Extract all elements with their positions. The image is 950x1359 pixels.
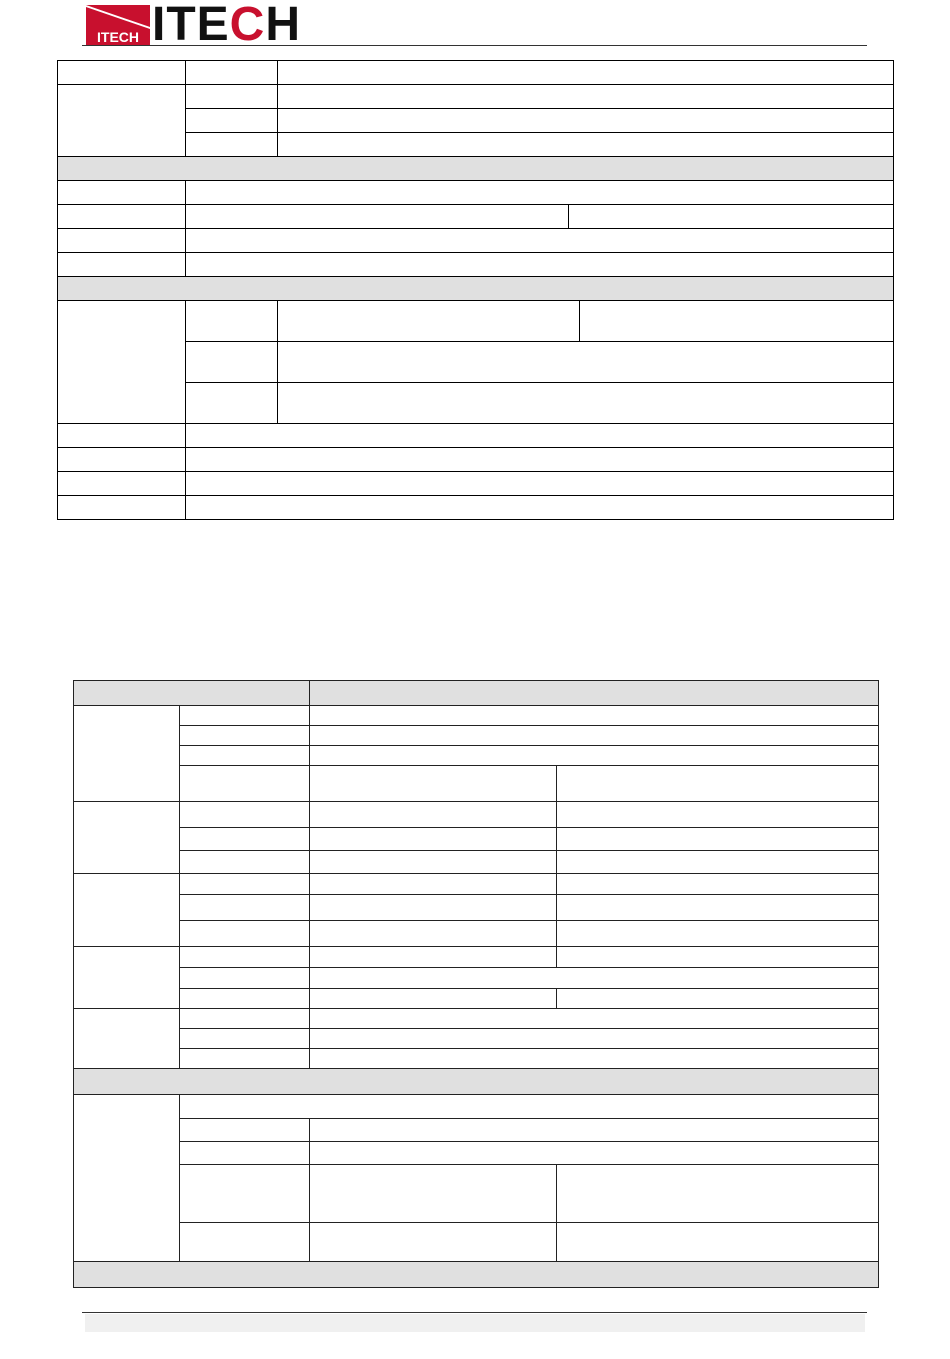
spec-table-2 — [73, 680, 879, 1288]
table-row — [74, 802, 879, 828]
table-row — [58, 253, 894, 277]
table-row — [74, 1142, 879, 1165]
table-row — [74, 1029, 879, 1049]
section-header-row — [58, 157, 894, 181]
table-row — [74, 726, 879, 746]
itech-logo — [86, 0, 302, 51]
table-row — [58, 229, 894, 253]
table-row — [58, 496, 894, 520]
table-row — [74, 921, 879, 947]
table-row — [58, 61, 894, 85]
table-row — [74, 895, 879, 921]
footer-rule — [82, 1312, 867, 1313]
logo-wordmark: ITECH — [152, 0, 302, 51]
itech-logo-mark — [86, 5, 150, 45]
table-row — [74, 1223, 879, 1262]
table-row — [74, 968, 879, 989]
table-row — [58, 205, 894, 229]
spec-table-1 — [57, 60, 894, 520]
section-header-row — [74, 1069, 879, 1095]
table-row — [74, 1049, 879, 1069]
table-row — [74, 851, 879, 874]
table-row — [58, 448, 894, 472]
header-rule — [82, 45, 867, 46]
table-row — [74, 947, 879, 968]
table-row — [74, 766, 879, 802]
table-header-row — [74, 681, 879, 706]
table-row — [58, 85, 894, 109]
table-row — [58, 424, 894, 448]
table-row — [74, 706, 879, 726]
logo-badge-text: ITECH — [97, 29, 139, 45]
table-row — [58, 181, 894, 205]
table-row — [74, 1095, 879, 1119]
table-row — [58, 301, 894, 342]
section-header-row — [58, 277, 894, 301]
section-header-row — [74, 1262, 879, 1288]
table-row — [74, 1009, 879, 1029]
table-row — [74, 989, 879, 1009]
table-row — [58, 472, 894, 496]
table-row — [74, 1165, 879, 1223]
footer-bar — [85, 1314, 865, 1332]
table-row — [74, 828, 879, 851]
table-row — [74, 746, 879, 766]
table-row — [74, 874, 879, 895]
table-row — [74, 1119, 879, 1142]
